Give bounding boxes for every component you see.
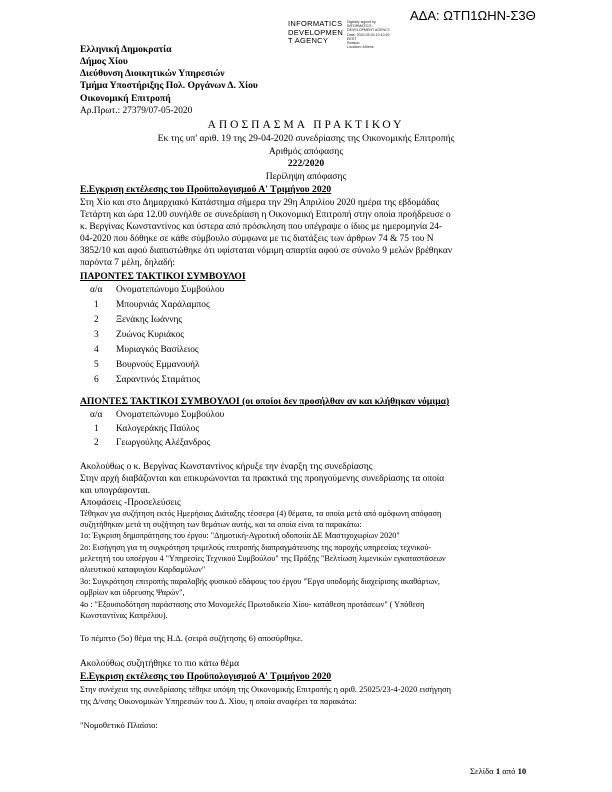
discussion-line: Στην συνέχεια της συνεδρίασης τέθηκε υπόψη της Οικονομικής Επιτροπής η αριθ. 25025/23-4-2020 εισήγηση bbox=[80, 685, 451, 694]
withdrawn-item-line: Το πέμπτο (5ο) θέμα της Η.Δ. (σειρά συζήτησης 6) αποσύρθηκε. bbox=[80, 633, 303, 643]
body-line: και υπογράφονται. bbox=[80, 486, 151, 496]
intro-line: 3852/10 και αφού διαπιστώθηκε ότι υφίσταται νόμιμη απαρτία αφού σε σύνολο 9 μελών βρέθηκαν bbox=[80, 246, 453, 256]
member-name: Ξενάκης Ιωάννης bbox=[116, 315, 183, 325]
member-number: 5 bbox=[94, 360, 99, 370]
page-separator: από bbox=[502, 766, 516, 776]
protocol-number: Αρ.Πρωτ.: 27379/07-05-2020 bbox=[80, 106, 193, 116]
body-line: συζητήθηκαν μετά τη συζήτηση των θεμάτων αυτής, και τα οποία είναι τα παρακάτω: bbox=[80, 520, 362, 529]
member-name: Μπουρνιάς Χαράλαμπος bbox=[116, 300, 210, 310]
agenda-item: ομβρίων και ύδρευσης Ψαρών", bbox=[80, 588, 185, 597]
decision-number: 222/2020 bbox=[287, 158, 325, 169]
page-current: 1 bbox=[495, 766, 501, 776]
body-line: Αποφάσεις -Προσελεύσεις bbox=[80, 498, 181, 508]
intro-line: Τετάρτη και ώρα 12.00 συνήλθε σε συνεδρίαση η Οικονομική Επιτροπή στην οποία προήδρευσε ο bbox=[80, 210, 451, 220]
intro-line: παρόντα 7 μέλη, δηλαδή: bbox=[80, 258, 176, 268]
logo-line: DEVELOPMEN bbox=[288, 27, 344, 37]
agenda-item: 3ο: Συγκρότηση επιτροπής παραλαβής φυσικού εδάφους του έργου "Έργα υποδομής διαχείρισης ακαθάρτων, bbox=[80, 577, 440, 586]
member-number: 1 bbox=[94, 300, 99, 310]
agenda-item: 2ο: Εισήγηση για τη συγκρότηση τριμελούς επιτροπής διαπραγμάτευσης της παροχής υπηρεσίας τεχνικού- bbox=[80, 543, 432, 552]
member-number: 4 bbox=[94, 345, 99, 355]
intro-line: κ. Βεργίνας Κωνσταντίνος και ύστερα από πρόσκληση που υπέγραψε ο ίδιος με ημερομηνία 24- bbox=[80, 222, 443, 232]
digital-signature-details bbox=[347, 20, 390, 49]
body-line: Στην αρχή διαβάζονται και επικυρώνονται τα πρακτικά της προηγούμενης συνεδρίασης τα οποία bbox=[80, 474, 445, 484]
member-number: 2 bbox=[94, 315, 99, 325]
signature-detail-line: EEST bbox=[347, 36, 357, 41]
intro-line: Στη Χίο και στο Δημαρχιακό Κατάστημα σήμερα την 29η Απριλίου 2020 ημέρα της εβδομάδας bbox=[80, 198, 440, 208]
signature-detail-line: INFORMATICS bbox=[347, 24, 372, 29]
body-line: Τέθηκαν για συζήτηση εκτός Ημερήσιας Διάταξης τέσσερα (4) θέματα, τα οποία μετά από ομόφωνη απόφαση bbox=[80, 509, 442, 518]
discussion-intro: Ακολούθως συζητήθηκε το πιο κάτω θέμα bbox=[80, 659, 240, 669]
org-line: Ελληνική Δημοκρατία bbox=[80, 44, 172, 55]
member-number: 1 bbox=[94, 424, 99, 434]
intro-line: 04-2020 που δόθηκε σε κάθε σύμβουλο σύμφωνα με τις διατάξεις των άρθρων 74 & 75 του Ν bbox=[80, 234, 434, 244]
signature-detail-line: DEVELOPMENT AGENCY bbox=[347, 28, 391, 33]
page-number bbox=[470, 766, 526, 776]
member-name: Μυριαγκός Βασίλειος bbox=[116, 345, 199, 355]
decision-label: Αριθμός απόφασης bbox=[268, 146, 344, 157]
member-name: Βουρνούς Εμμανουήλ bbox=[116, 360, 200, 370]
member-name: Καλογεράκης Παύλος bbox=[116, 424, 200, 434]
agenda-item: Κωνσταντίνας Καπρέλου). bbox=[80, 611, 168, 620]
agenda-item: 4ο : "Εξουσιοδότηση παράστασης στο Μονομελές Πρωτοδικείο Χίου- κατάθεση προτάσεων" ( Υπόθεση bbox=[80, 600, 425, 609]
col-no-header: α/α bbox=[90, 410, 103, 420]
signature-detail-line: Location: Athens bbox=[347, 45, 374, 50]
present-members-heading: ΠΑΡΟΝΤΕΣ ΤΑΚΤΙΚΟΙ ΣΥΜΒΟΥΛΟΙ bbox=[80, 271, 246, 282]
summary-label: Περίληψη απόφασης bbox=[265, 171, 347, 182]
signature-detail-line: Date: 2020.05.04 10:10:52 bbox=[347, 32, 390, 37]
org-line: Τμήμα Υποστήριξης Πολ. Οργάνων Δ. Χίου bbox=[80, 80, 258, 91]
agenda-item: 1ο: Έγκριση δημοπράτησης του έργου: "Δημοτική-Αγροτική οδοποιία ΔΕ Μαστιχοχωρίων 2020" bbox=[80, 531, 400, 540]
legal-framework-line: "Νομοθετικό Πλαίσιο: bbox=[80, 720, 158, 730]
org-line: Δήμος Χίου bbox=[80, 56, 128, 67]
logo-line: INFORMATICS bbox=[288, 19, 343, 28]
logo-line: T AGENCY bbox=[288, 36, 329, 45]
member-number: 3 bbox=[94, 330, 99, 340]
absent-members-heading: ΑΠΟΝΤΕΣ ΤΑΚΤΙΚΟΙ ΣΥΜΒΟΥΛΟΙ (οι οποίοι δεν προσήλθαν αν και κλήθηκαν νόμιμα) bbox=[80, 396, 450, 407]
member-name: Γεωργούλης Αλέξανδρος bbox=[116, 438, 211, 448]
agenda-item: αλιευτικού καταφυγίου Καρδαμύλων" bbox=[80, 565, 206, 574]
col-no-header: α/α bbox=[90, 285, 103, 295]
page-prefix: Σελίδα bbox=[470, 766, 494, 776]
agenda-item: μελετητή του υποέργου 4 "Υπηρεσίες Τεχνικού Συμβούλου" της Πράξης "Βελτίωση λιμενικών εγκαταστάσεων bbox=[80, 554, 446, 563]
member-name: Σαραντινός Σταμάτιος bbox=[116, 375, 201, 385]
member-name: Ζυώνος Κυριάκος bbox=[116, 330, 184, 340]
col-name-header: Ονοματεπώνυμο Συμβούλου bbox=[116, 285, 225, 295]
org-line: Οικονομική Επιτροπή bbox=[80, 93, 171, 104]
discussion-subject: Ε.Εγκριση εκτέλεσης του Προϋπολογισμού Α' Τριμήνου 2020 bbox=[80, 671, 332, 682]
signature-detail-line: Reason: bbox=[347, 41, 361, 46]
session-line: Εκ της υπ' αριθ. 19 της 29-04-2020 συνεδρίασης της Οικονομικής Επιτροπής bbox=[157, 133, 455, 144]
ada-code: ΑΔΑ: ΩΤΠ1ΩΗΝ-Σ3Θ bbox=[410, 8, 536, 23]
page-total: 10 bbox=[517, 766, 527, 776]
signature-detail-line: Digitally signed by bbox=[347, 20, 376, 24]
body-line: Ακολούθως ο κ. Βεργίνας Κωνσταντίνος κήρυξε την έναρξη της συνεδρίασης bbox=[80, 462, 373, 472]
org-line: Διεύθυνση Διοικητικών Υπηρεσιών bbox=[80, 68, 225, 79]
subject-heading: Ε.Εγκριση εκτέλεσης του Προϋπολογισμού Α' Τριμήνου 2020 bbox=[80, 184, 332, 195]
document-title: ΑΠΟΣΠΑΣΜΑ ΠΡΑΚΤΙΚΟΥ bbox=[207, 119, 405, 131]
member-number: 2 bbox=[94, 438, 99, 448]
discussion-line: της Δ/νσης Οικονομικών Υπηρεσιών του Δ. Χίου, η οποία αναφέρει τα παρακάτω: bbox=[80, 697, 357, 706]
signature-logo bbox=[288, 20, 343, 46]
member-number: 6 bbox=[94, 375, 99, 385]
col-name-header: Ονοματεπώνυμο Συμβούλου bbox=[116, 410, 225, 420]
